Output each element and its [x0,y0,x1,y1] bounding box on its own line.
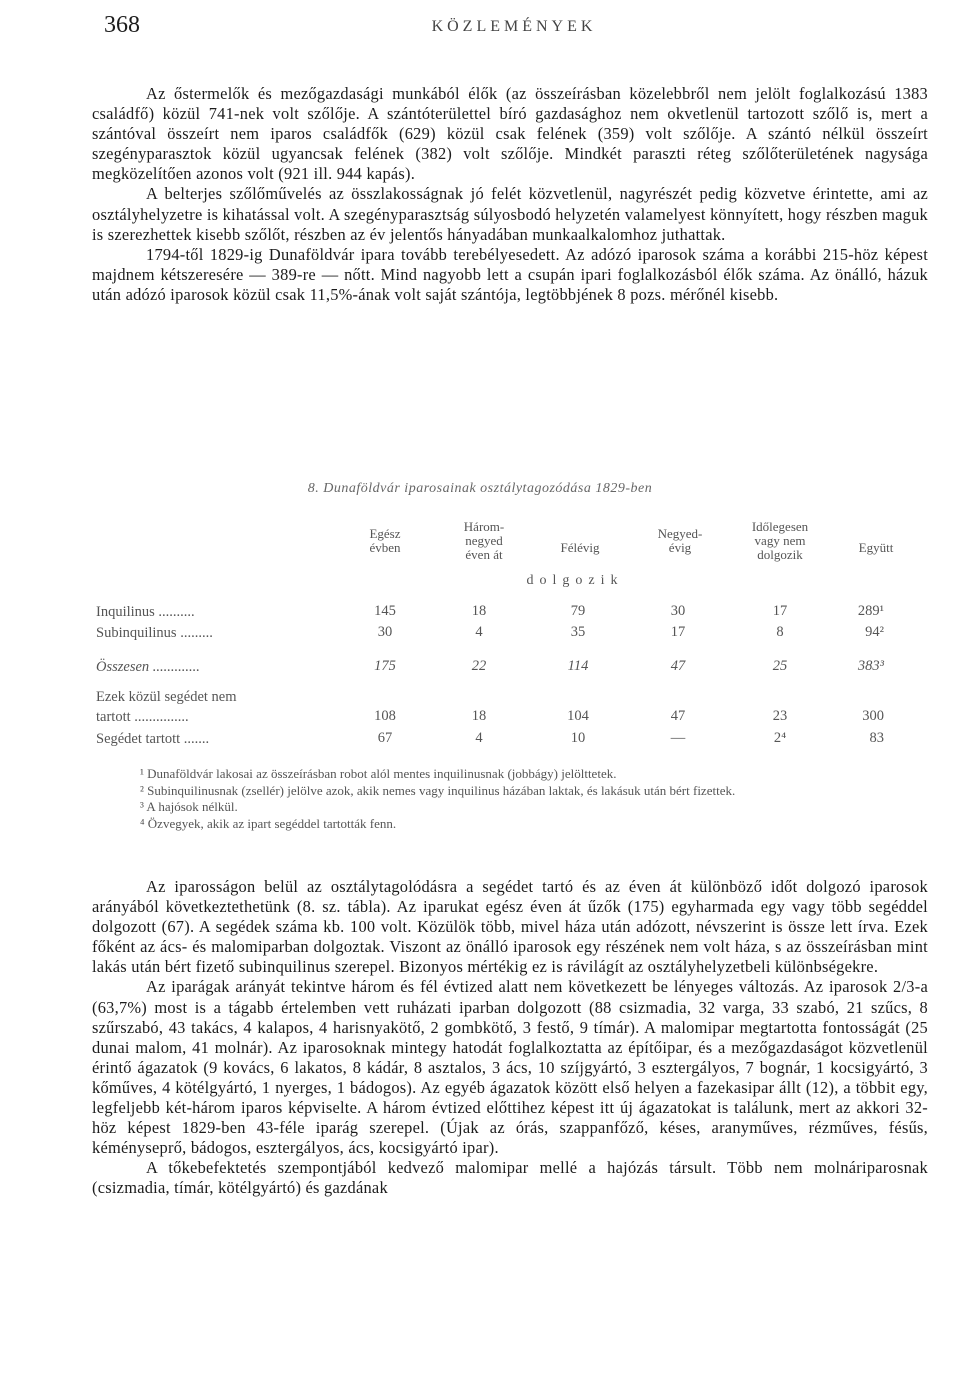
table-cell: 300 [862,708,884,724]
footnote: ³ A hajósok nélkül. [140,799,238,814]
table-cell: 17 [670,624,686,640]
paragraph: Az iparágak arányát tekintve három és fél évtized alatt nem következett be lényeges változás. Az iparosok 2/3-a (63,7%) most is a tágabb értelemben vett ruházati iparban dolgozott (88 csizmadia, 32 varga, 33 szabó, 21 szűcs, 8 szűrszabó, 43 takács, 4 kalapos, 4 harisnyakötő, 2 gombkötő, 3 festő, 9 tímár). A malomipar megtartotta fontosságát (25 dunai malom, 41 molnár). Az iparosoknak mintegy hatodát foglalkoztatta az építőipar, és a mezőgazdaságot közvetlenül érintő ágazatok (9 kovács, 6 lakatos, 8 kádár, 8 asztalos, 3 ács, 10 szíjgyártó, 3 esztergályos, 7 bognár, 1 kocsigyártó, 3 kőműves, 4 kötélgyártó, 1 nyerges, 1 bádogos). Az egyéb ágazatok között első helyen a fazekasipar állt (12), a többit egy, legfeljebb két-három iparos képviselte. A három évtized előttihez képest itt új ágazatokat is találunk, mert az akkori 32-höz képest 1829-ben 43-féle iparág szerepel. (Újak az órás, szappanfőző, késes, aranyműves, rézműves, fésűs, kéményseprő, bádogos, esztergályos, ács, kocsigyártó ipar). [92,977,928,1158]
table-cell: 25 [772,658,788,674]
column-header: Negyed- évig [657,526,703,555]
footnotes [92,766,928,832]
table-cell: 30 [377,624,393,640]
row-label: Segédet tartott ....... [96,731,210,747]
column-header: Egész évben [369,526,401,555]
table-cell: 289¹ [857,603,884,619]
column-header: Együtt [858,540,894,555]
footnote: ¹ Dunaföldvár lakosai az összeírásban robot alól mentes inquilinusnak (jobbágy) jelölttetek. [140,766,617,781]
table-title: 8. Dunaföldvár iparosainak osztálytagozódása 1829-ben [307,481,653,496]
table-cell: 47 [670,708,686,724]
table-cell: 22 [471,658,487,674]
footnote: ² Subinquilinusnak (zsellér) jelölve azok, akik nemes vagy inquilinus házában laktak, és lakásuk után bért fizettek. [140,782,736,798]
paragraph: A tőkebefektetés szempontjából kedvező malomipar mellé a hajózás társult. Több nem molnáriparosnak (csizmadia, tímár, kötélgyártó) és gazdának [92,1158,928,1198]
table-cell: 35 [570,624,586,640]
body-text-top [92,84,928,305]
table-cell: 104 [567,708,589,724]
row-label: Inquilinus .......... [96,604,195,620]
table-cell: 94² [865,624,884,640]
table-cell: 79 [570,603,586,619]
table-cell: 47 [670,658,686,674]
table-cell: 114 [567,658,589,674]
footnote: ⁴ Özvegyek, akik az ipart segéddel tartották fenn. [140,815,397,831]
table-cell: 67 [377,730,393,746]
table-cell: 175 [374,658,396,674]
table-cell: 108 [374,708,396,724]
paragraph: Az iparosságon belül az osztálytagolódásra a segédet tartó és az éven át különböző időt dolgozó iparosok arányából következtethetünk (8. sz. tábla). Az iparukat egész éven át űzők (175) egyharmada egy vagy több segéddel dolgozott (67). A segédek száma kb. 100 volt. Közülök több, mivel háza után adózott, névszerint is össze lett írva. Ezek főként az ács- és malomiparban dolgoztak. Viszont az önálló iparosok egy részének nem volt háza, s az összeírásban mint lakás után bért fizető subinquilinus szerepel. Bizonyos mértékig ez is rávilágít az osztályhelyzetbeli különbségekre. [92,877,928,977]
row-label: tartott ............... [96,709,189,725]
row-label: Összesen ............. [96,659,200,675]
column-header: Időlegesen vagy nem dolgozik [751,519,809,562]
table-cell: 8 [776,624,784,640]
dolgozik-label: dolgozik [526,573,624,588]
table-cell: 17 [772,603,788,619]
table-cell: 145 [374,603,396,619]
paragraph: A belterjes szőlőművelés az összlakosságnak jó felét közvetlenül, nagyrészét pedig közvetve érintette, ami az osztályhelyzetre is kihatással volt. A szegényparasztság súlyosbodó helyzetén valamelyest könnyített, hogy részben maguk is szerezhettek kisebb szőlőt, részben az év jelentős hányadában munkaalkalomhoz juthattak. [92,184,928,244]
table-cell: 18 [471,603,487,619]
table-cell: 83 [869,730,884,746]
table-cell: 383³ [857,658,884,674]
table-cell: 4 [475,624,483,640]
table-cell: 23 [772,708,788,724]
row-label: Subinquilinus ......... [96,625,213,641]
body-text-bottom [92,877,928,1199]
row-label: Ezek közül segédet nem [96,689,237,705]
paragraph: 1794-től 1829-ig Dunaföldvár ipara tovább terebélyesedett. Az adózó iparosok száma a korábbi 215-höz képest majdnem kétszeresére — 389-re — nőtt. Mind nagyobb lett a csupán ipari foglalkozásból élők száma. Az önálló, házuk után adózó iparosok közül csak 11,5%-ának volt saját szántója, legtöbbjének 8 pozs. mérőnél kisebb. [92,244,928,304]
running-head: KÖZLEMÉNYEK [431,18,597,35]
table-cell: — [670,730,686,746]
table-cell: 10 [570,730,586,746]
table-cell: 2⁴ [773,730,787,746]
column-header: Három- negyed éven át [463,519,505,562]
table-cell: 18 [471,708,487,724]
table-cell: 30 [670,603,686,619]
table-cell: 4 [475,730,483,746]
paragraph: Az őstermelők és mezőgazdasági munkából élők (az összeírásban közelebbről nem jelölt foglalkozású 1383 családfő) közül 741-nek volt szőlője. A szántóterülettel bíró gazdasághoz nem okvetlenül tartozott szőlő is, mert a szántóval összeírt nem iparos családfők (629) közül csak felének (359) volt szőlője. A szántó nélkül összeírt szegényparasztok közül ugyancsak felének (382) volt szőlője. Mindkét paraszti réteg szőlőterületének nagysága megközelítően azonos volt (921 ill. 944 kapás). [92,84,928,184]
column-header: Félévig [560,540,600,555]
page-number: 368 [104,12,140,38]
page-header [104,12,924,46]
